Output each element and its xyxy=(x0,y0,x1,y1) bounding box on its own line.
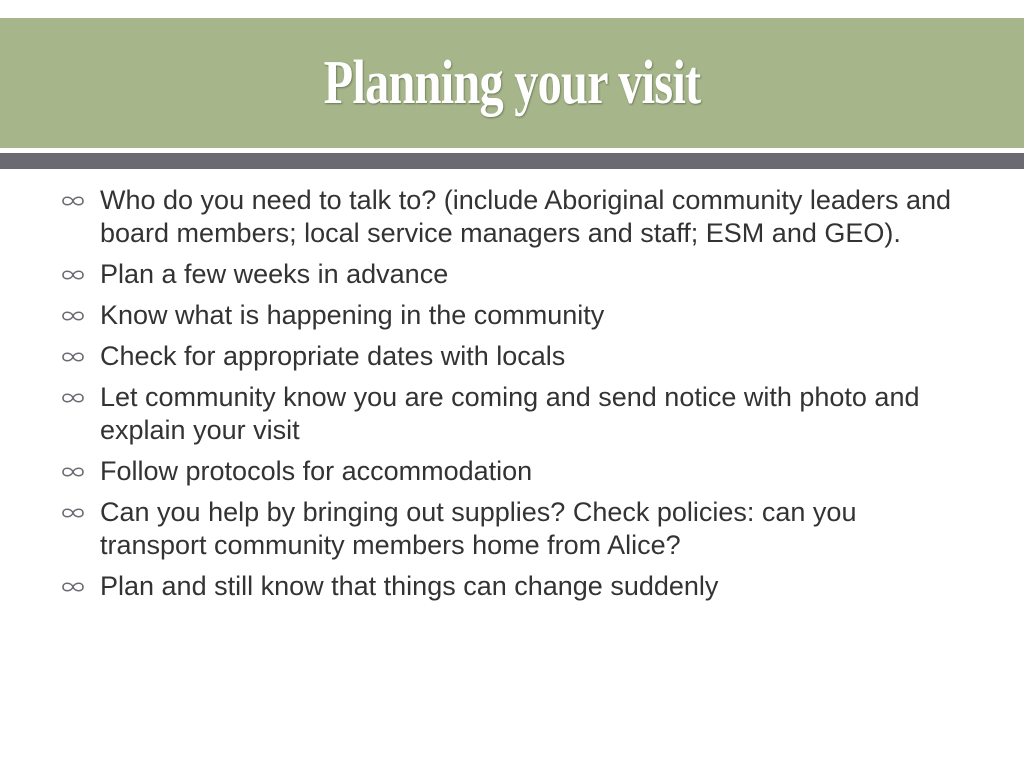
divider-bar xyxy=(0,153,1024,169)
double-loop-icon xyxy=(62,299,86,332)
double-loop-icon xyxy=(62,570,86,603)
bullet-item xyxy=(62,340,962,373)
bullet-text: Check for appropriate dates with locals xyxy=(100,341,566,371)
slide-title: Planning your visit xyxy=(323,48,701,117)
bullet-item xyxy=(62,570,962,603)
bullet-item xyxy=(62,299,962,332)
double-loop-icon xyxy=(62,455,86,488)
bullet-item xyxy=(62,496,962,562)
bullet-list xyxy=(62,184,962,611)
double-loop-icon xyxy=(62,184,86,217)
double-loop-icon xyxy=(62,258,86,291)
bullet-text: Follow protocols for accommodation xyxy=(100,456,533,486)
bullet-text: Let community know you are coming and send notice with photo and explain your visit xyxy=(100,382,920,445)
double-loop-icon xyxy=(62,340,86,373)
bullet-text: Plan a few weeks in advance xyxy=(100,259,449,289)
bullet-item xyxy=(62,184,962,250)
bullet-text: Know what is happening in the community xyxy=(100,300,605,330)
bullet-text: Who do you need to talk to? (include Aboriginal community leaders and board members; local service managers and staff; ESM and GEO). xyxy=(100,185,952,248)
bullet-text: Plan and still know that things can change suddenly xyxy=(100,571,719,601)
bullet-item xyxy=(62,381,962,447)
double-loop-icon xyxy=(62,496,86,529)
double-loop-icon xyxy=(62,381,86,414)
bullet-text: Can you help by bringing out supplies? Check policies: can you transport community members home from Alice? xyxy=(100,497,857,560)
bullet-item xyxy=(62,455,962,488)
bullet-item xyxy=(62,258,962,291)
